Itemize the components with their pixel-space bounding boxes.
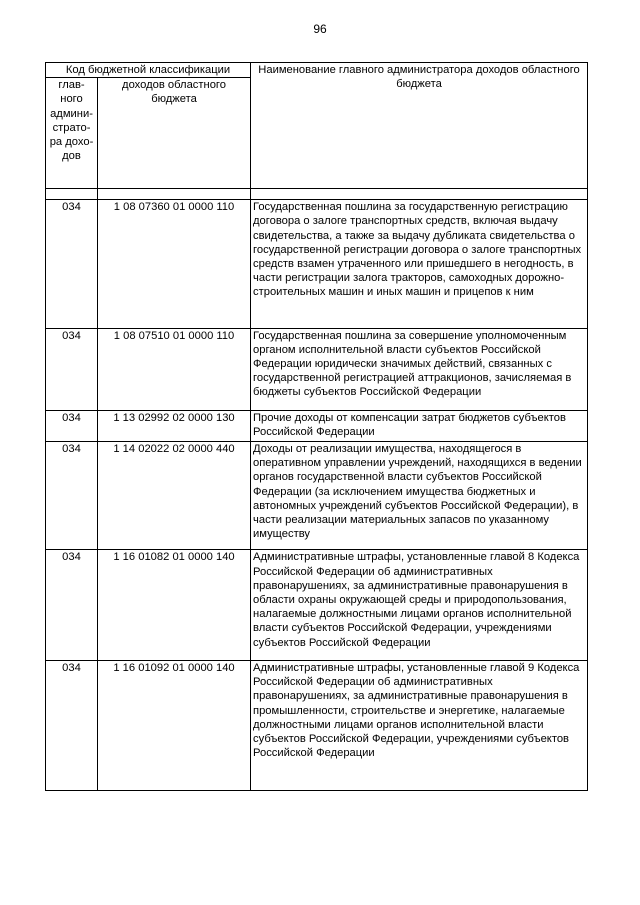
income-name-cell: Прочие доходы от компенсации затрат бюджетов субъектов Российской Федерации: [251, 410, 588, 441]
header-group-row: [46, 63, 588, 78]
header-chief-administrator: [46, 78, 98, 189]
admin-code-cell: 034: [46, 550, 98, 660]
income-name-cell: Административные штрафы, установленные главой 9 Кодекса Российской Федерации об административных правонарушениях, за административные правонарушения в промышленности, строительстве и энергетике, налагаемые должностными лицами органов исполнительной власти субъектов Российской Федерации, учреждениями субъектов Российской Федерации: [251, 660, 588, 790]
table-row: [46, 550, 588, 660]
income-code-cell: 1 16 01092 01 0000 140: [98, 660, 251, 790]
table-row: [46, 410, 588, 441]
table-row: [46, 328, 588, 410]
table-row: [46, 200, 588, 328]
header-admin-line: ра дохо-: [49, 136, 94, 149]
spacer-row: [46, 189, 588, 200]
admin-code-cell: 034: [46, 200, 98, 328]
income-code-cell: 1 16 01082 01 0000 140: [98, 550, 251, 660]
admin-code-cell: 034: [46, 660, 98, 790]
table-row: [46, 442, 588, 550]
header-income-code: доходов областного бюджета: [98, 78, 251, 189]
admin-code-cell: 034: [46, 328, 98, 410]
header-administrator-name: Наименование главного администратора доходов областного бюджета: [251, 63, 588, 189]
income-code-cell: 1 14 02022 02 0000 440: [98, 442, 251, 550]
table-row: [46, 660, 588, 790]
header-admin-line: глав-: [58, 79, 85, 92]
income-code-cell: 1 13 02992 02 0000 130: [98, 410, 251, 441]
page-number: 96: [313, 22, 327, 36]
income-name-cell: Государственная пошлина за совершение уполномоченным органом исполнительной власти субъектов Российской Федерации юридически значимых действий, связанных с государственной регистрацией аттракционов, зачисляемая в бюджеты субъектов Российской Федерации: [251, 328, 588, 410]
admin-code-cell: 034: [46, 410, 98, 441]
header-admin-line: ного: [60, 93, 83, 106]
income-code-cell: 1 08 07360 01 0000 110: [98, 200, 251, 328]
admin-code-cell: 034: [46, 442, 98, 550]
header-admin-line: админи-: [50, 107, 93, 120]
header-budget-classification-code: Код бюджетной классификации: [46, 63, 251, 78]
income-name-cell: Государственная пошлина за государственную регистрацию договора о залоге транспортных средств, включая выдачу свидетельства, а также за выдачу дубликата свидетельства о государственной регистрации договора о залоге транспортных средств взамен утраченного или пришедшего в негодность, в части регистрации залога тракторов, самоходных дорожно-строительных машин и иных машин и прицепов к ним: [251, 200, 588, 328]
income-name-cell: Доходы от реализации имущества, находящегося в оперативном управлении учреждений, находящихся в ведении органов государственной власти субъектов Российской Федерации (за исключением имущества бюджетных и автономных учреждений субъектов Российской Федерации), в части реализации материальных запасов по указанному имуществу: [251, 442, 588, 550]
income-code-cell: 1 08 07510 01 0000 110: [98, 328, 251, 410]
budget-classification-table: [45, 62, 588, 791]
header-admin-line: дов: [62, 150, 81, 163]
header-admin-line: страто-: [52, 121, 91, 134]
income-name-cell: Административные штрафы, установленные главой 8 Кодекса Российской Федерации об административных правонарушениях, за административные правонарушения в области охраны окружающей среды и природопользования, налагаемые должностными лицами органов исполнительной власти субъектов Российской Федерации, учреждениями субъектов Российской Федерации: [251, 550, 588, 660]
